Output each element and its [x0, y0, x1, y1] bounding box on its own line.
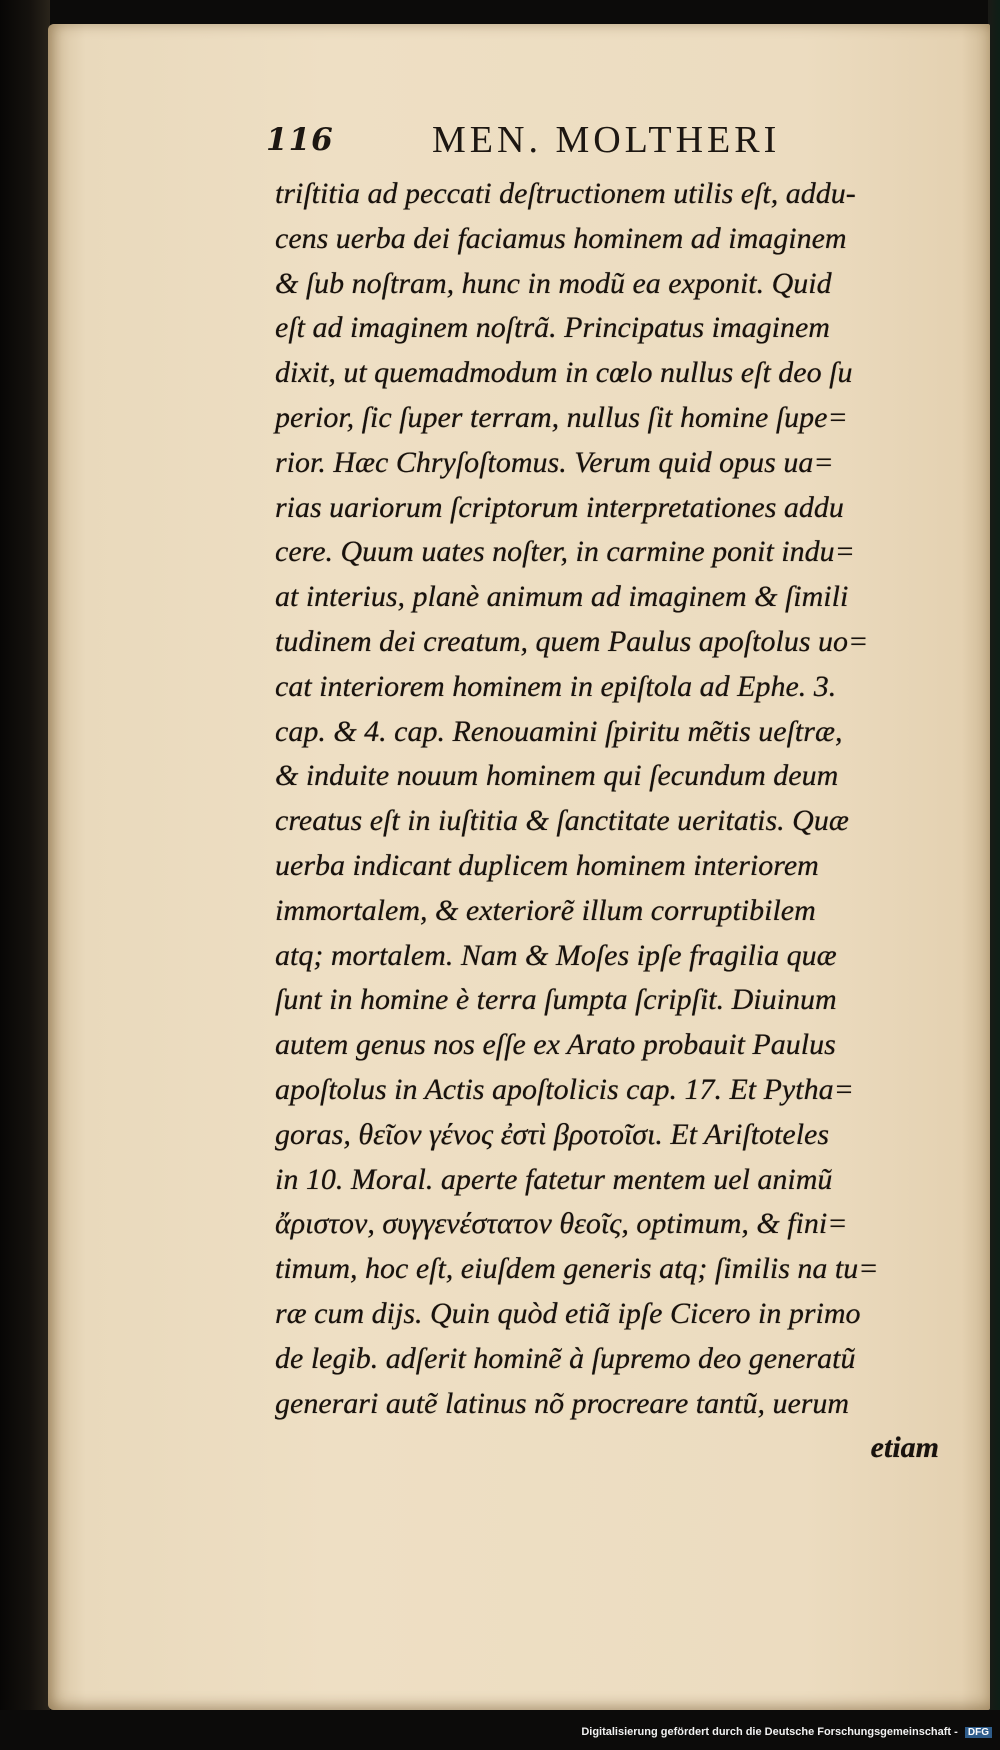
text-line: ſunt in homine è terra ſumpta ſcripſit. Diuinum — [275, 983, 837, 1017]
text-line: ἄριστον, συγγενέστατον θεοῖς, optimum, & fini= — [275, 1207, 848, 1241]
text-line: perior, ſic ſuper terram, nullus ſit homine ſupe= — [275, 400, 848, 434]
footer-bar — [0, 1710, 1000, 1750]
text-line: creatus eſt in iuſtitia & ſanctitate ueritatis. Quæ — [275, 804, 849, 838]
text-line: eſt ad imaginem noſtrã. Principatus imaginem — [275, 311, 830, 345]
text-line: apoſtolus in Actis apoſtolicis cap. 17. Et Pytha= — [275, 1072, 854, 1106]
text-line: immortalem, & exteriorẽ illum corruptibilem — [275, 893, 816, 927]
text-line: autem genus nos eſſe ex Arato probauit Paulus — [275, 1028, 836, 1062]
text-line: & induite nouum hominem qui ſecundum deum — [275, 759, 839, 793]
catchword: etiam — [870, 1431, 939, 1465]
text-line: cat interiorem hominem in epiſtola ad Ephe. 3. — [275, 669, 837, 703]
text-block — [275, 172, 975, 1471]
text-line: tudinem dei creatum, quem Paulus apoſtolus uo= — [275, 624, 869, 658]
text-line: generari autẽ latinus nõ procreare tantũ, uerum — [275, 1386, 850, 1420]
text-line: dixit, ut quemadmodum in cœlo nullus eſt deo ſu — [275, 356, 853, 390]
running-title: MEN. MOLTHERI — [432, 119, 781, 161]
page-number: 116 — [266, 122, 334, 158]
text-line: rior. Hæc Chryſoſtomus. Verum quid opus ua= — [275, 445, 834, 479]
text-line: uerba indicant duplicem hominem interiorem — [275, 848, 819, 882]
running-head — [232, 118, 852, 166]
footer-credit — [581, 1726, 992, 1738]
dfg-logo: DFG — [965, 1727, 992, 1738]
text-line: triſtitia ad peccati deſtructionem utilis eſt, addu- — [275, 177, 856, 210]
text-line: cens uerba dei faciamus hominem ad imaginem — [275, 221, 847, 255]
footer-credit-text: Digitalisierung gefördert durch die Deutsche Forschungsgemeinschaft - — [581, 1726, 958, 1738]
text-line: goras, θεῖον γένος ἐστὶ βροτοῖσι. Et Ariſtoteles — [275, 1117, 830, 1151]
text-line: de legib. adſerit hominẽ à ſupremo deo generatũ — [275, 1341, 856, 1375]
text-line: timum, hoc eſt, eiuſdem generis atq; ſimilis na tu= — [275, 1252, 879, 1286]
text-line: atq; mortalem. Nam & Moſes ipſe fragilia quæ — [275, 938, 837, 972]
text-line: cap. & 4. cap. Renouamini ſpiritu mẽtis ueſtræ, — [275, 714, 843, 748]
text-line: in 10. Moral. aperte fatetur mentem uel animũ — [275, 1162, 833, 1196]
text-line: at interius, planè animum ad imaginem & ſimili — [275, 580, 849, 614]
text-line: cere. Quum uates noſter, in carmine ponit indu= — [275, 535, 855, 569]
text-line: ræ cum dijs. Quin quòd etiã ipſe Cicero in primo — [275, 1296, 861, 1330]
text-line: & ſub noſtram, hunc in modũ ea exponit. Quid — [275, 266, 832, 300]
text-line: rias uariorum ſcriptorum interpretationes addu — [275, 490, 844, 524]
book-spine-shadow — [0, 0, 50, 1710]
